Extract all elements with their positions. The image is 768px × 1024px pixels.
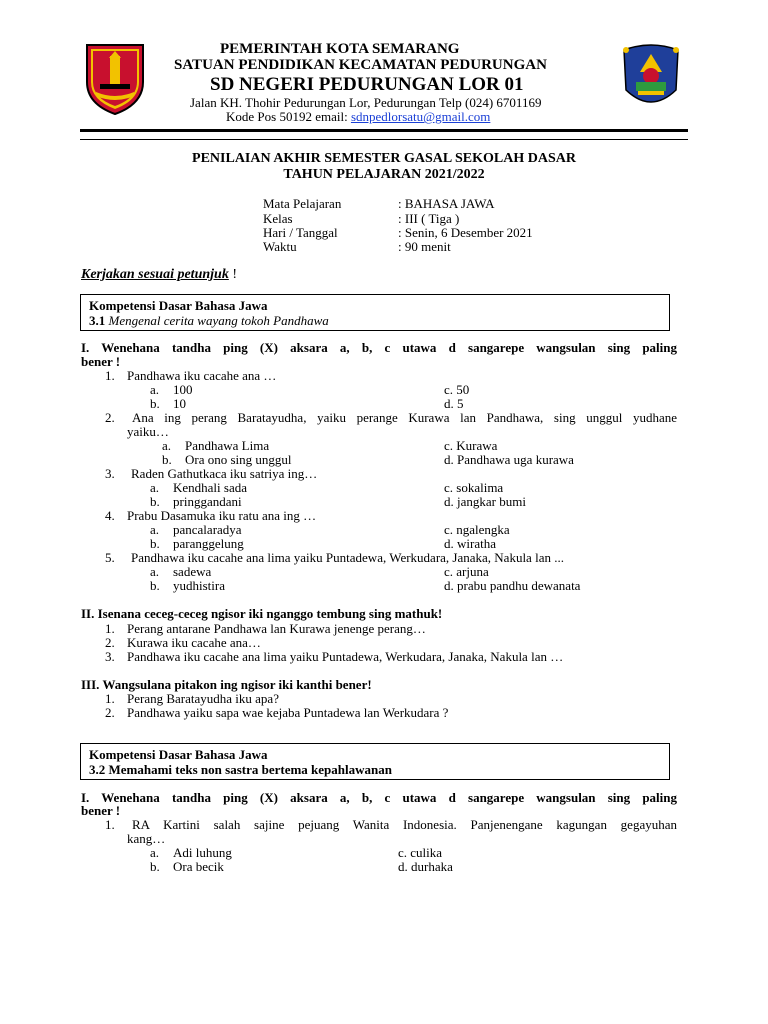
item-text: Perang Baratayudha iku apa?: [127, 691, 279, 706]
option-b: Ora ono sing unggul: [185, 452, 292, 467]
instruction-text: Kerjakan sesuai petunjuk: [81, 267, 229, 282]
info-label: Kelas: [263, 211, 293, 226]
question-text: Pandhawa iku cacahe ana lima yaiku Puntadewa, Werkudara, Janaka, Nakula lan ...: [131, 550, 564, 565]
item-number: 3.: [105, 649, 115, 664]
section-2-heading: II. Isenana ceceg-ceceg ngisor iki nganggo tembung sing mathuk!: [81, 606, 443, 621]
semarang-crest-logo: [84, 42, 146, 116]
option-d: d. wiratha: [444, 536, 496, 551]
question-text: Pandhawa iku cacahe ana …: [127, 368, 277, 383]
option-letter: a.: [150, 480, 160, 495]
option-a: Kendhali sada: [173, 480, 248, 495]
section-4-heading-cont: bener !: [81, 803, 121, 818]
question-number: 5.: [105, 550, 115, 565]
info-label: Hari / Tanggal: [263, 225, 338, 240]
question-text-cont: yaiku…: [127, 424, 169, 439]
item-text: Pandhawa iku cacahe ana lima yaiku Puntadewa, Werkudara, Janaka, Nakula lan …: [127, 649, 564, 664]
option-letter: a.: [150, 522, 160, 537]
question-text: RA Kartini salah sajine pejuang Wanita Indonesia. Panjenengane kagungan gegayuhan: [132, 817, 677, 832]
option-b: 10: [173, 396, 186, 411]
question-number: 2.: [105, 410, 115, 425]
option-a: Adi luhung: [173, 845, 232, 860]
competency-line: [89, 313, 329, 329]
section-1-heading: I. Wenehana tandha ping (X) aksara a, b, c utawa d sangarepe wangsulan sing paling: [81, 340, 677, 355]
info-value: : 90 menit: [398, 239, 451, 254]
option-c: c. 50: [444, 382, 470, 397]
option-b: pringgandani: [173, 494, 242, 509]
instruction: [81, 267, 237, 283]
section-1-heading-cont: bener !: [81, 354, 121, 369]
competency-title: Kompetensi Dasar Bahasa Jawa: [89, 298, 268, 313]
exam-title: PENILAIAN AKHIR SEMESTER GASAL SEKOLAH DASAR: [192, 151, 576, 166]
question-number: 1.: [105, 817, 115, 832]
header-contact: [226, 109, 490, 125]
option-d: d. Pandhawa uga kurawa: [444, 452, 574, 467]
option-letter: a.: [150, 845, 160, 860]
option-c: c. Kurawa: [444, 438, 498, 453]
option-c: c. arjuna: [444, 564, 489, 579]
section-3-heading: III. Wangsulana pitakon ing ngisor iki kanthi bener!: [81, 677, 372, 692]
option-letter: b.: [150, 396, 160, 411]
option-letter: b.: [150, 536, 160, 551]
info-value: : BAHASA JAWA: [398, 196, 495, 211]
option-c: c. ngalengka: [444, 522, 510, 537]
option-d: d. prabu pandhu dewanata: [444, 578, 581, 593]
competency-desc: Mengenal cerita wayang tokoh Pandhawa: [108, 313, 329, 328]
email-link[interactable]: sdnpedlorsatu@gmail.com: [350, 109, 491, 124]
option-d: d. 5: [444, 396, 464, 411]
option-b: Ora becik: [173, 859, 224, 874]
info-label: Mata Pelajaran: [263, 196, 342, 211]
instruction-suffix: !: [228, 267, 237, 282]
option-b: paranggelung: [173, 536, 244, 551]
option-letter: a.: [150, 564, 160, 579]
question-text: Raden Gathutkaca iku satriya ing…: [131, 466, 318, 481]
header-address: Jalan KH. Thohir Pedurungan Lor, Pedurungan Telp (024) 6701169: [190, 95, 542, 110]
option-a: Pandhawa Lima: [185, 438, 270, 453]
question-number: 4.: [105, 508, 115, 523]
option-d: d. jangkar bumi: [444, 494, 526, 509]
option-letter: b.: [150, 859, 160, 874]
postcode-label: Kode Pos 50192 email:: [226, 109, 351, 124]
question-text: Prabu Dasamuka iku ratu ana ing …: [127, 508, 317, 523]
option-letter: b.: [150, 494, 160, 509]
header-divider: [80, 129, 688, 140]
option-d: d. durhaka: [398, 859, 453, 874]
option-letter: b.: [162, 452, 172, 467]
option-c: c. sokalima: [444, 480, 504, 495]
option-letter: a.: [150, 382, 160, 397]
header-unit: SATUAN PENDIDIKAN KECAMATAN PEDURUNGAN: [174, 57, 547, 73]
question-text-cont: kang…: [127, 831, 166, 846]
option-c: c. culika: [398, 845, 443, 860]
info-label: Waktu: [263, 239, 297, 254]
option-b: yudhistira: [173, 578, 225, 593]
item-number: 2.: [105, 705, 115, 720]
option-a: pancalaradya: [173, 522, 242, 537]
exam-year: TAHUN PELAJARAN 2021/2022: [283, 167, 485, 182]
item-number: 2.: [105, 635, 115, 650]
item-text: Kurawa iku cacahe ana…: [127, 635, 261, 650]
section-4-heading: I. Wenehana tandha ping (X) aksara a, b, c utawa d sangarepe wangsulan sing paling: [81, 790, 677, 805]
header-government: PEMERINTAH KOTA SEMARANG: [220, 41, 460, 57]
option-a: 100: [173, 382, 193, 397]
question-number: 1.: [105, 368, 115, 383]
option-a: sadewa: [173, 564, 212, 579]
info-value: : III ( Tiga ): [398, 211, 460, 226]
header-school-name: SD NEGERI PEDURUNGAN LOR 01: [210, 74, 524, 95]
option-letter: b.: [150, 578, 160, 593]
item-text: Pandhawa yaiku sapa wae kejaba Puntadewa lan Werkudara ?: [127, 705, 449, 720]
option-letter: a.: [162, 438, 172, 453]
info-value: : Senin, 6 Desember 2021: [398, 225, 533, 240]
item-text: Perang antarane Pandhawa lan Kurawa jenenge perang…: [127, 621, 426, 636]
question-number: 3.: [105, 466, 115, 481]
competency-title: Kompetensi Dasar Bahasa Jawa: [89, 747, 268, 762]
item-number: 1.: [105, 691, 115, 706]
competency-desc: 3.2 Memahami teks non sastra bertema kepahlawanan: [89, 762, 392, 777]
competency-number: 3.1: [89, 313, 106, 328]
school-emblem-logo: [618, 42, 684, 112]
item-number: 1.: [105, 621, 115, 636]
question-text: Ana ing perang Baratayudha, yaiku perange Kurawa lan Pandhawa, sing unggul yudhane: [132, 410, 677, 425]
